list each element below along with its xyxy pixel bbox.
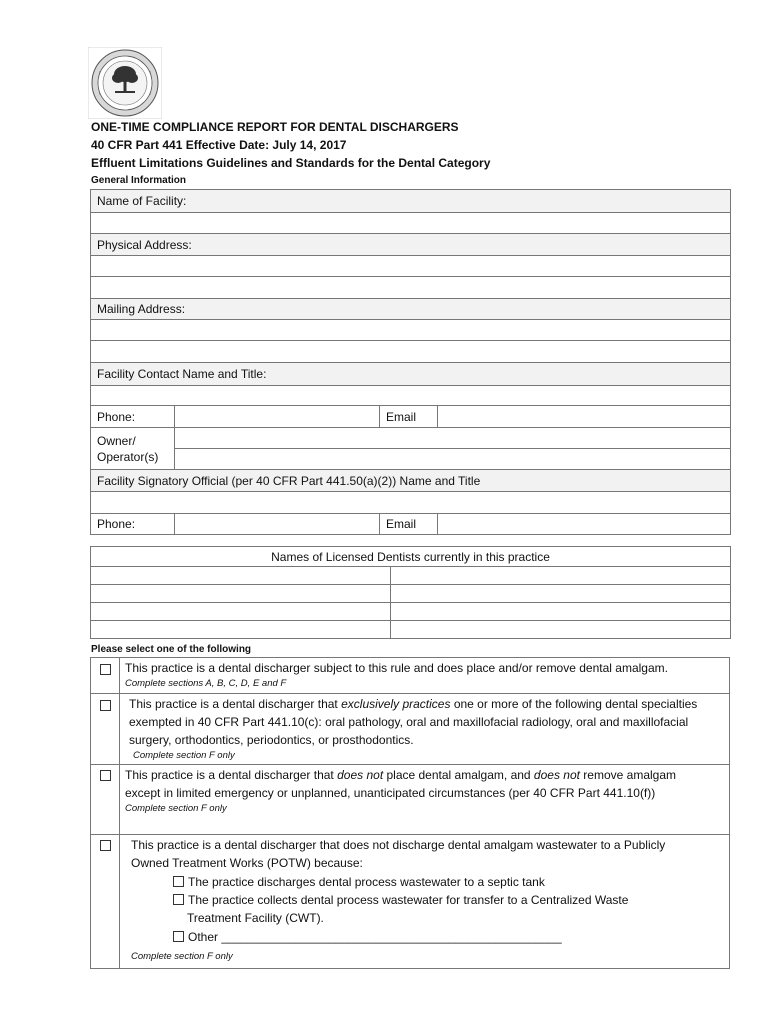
contact-label: Facility Contact Name and Title: bbox=[91, 363, 731, 386]
owner-operator-field-1[interactable] bbox=[175, 428, 731, 449]
physical-address-label: Physical Address: bbox=[91, 234, 731, 256]
phone-field[interactable] bbox=[175, 406, 380, 428]
sub2-text-line1: The practice collects dental process wastewater for transfer to a Centralized Waste bbox=[188, 893, 629, 907]
mailing-address-field-1[interactable] bbox=[91, 320, 731, 341]
dentists-header: Names of Licensed Dentists currently in this practice bbox=[91, 547, 731, 567]
option4-sub3[interactable] bbox=[173, 928, 562, 946]
owner-operator-field-2[interactable] bbox=[175, 449, 731, 470]
phone2-field[interactable] bbox=[175, 514, 380, 535]
dentist-name-field[interactable] bbox=[91, 603, 391, 621]
owner-operator-label bbox=[91, 428, 175, 470]
sub1-checkbox[interactable] bbox=[173, 876, 184, 887]
mailing-address-field-2[interactable] bbox=[91, 341, 731, 363]
physical-address-field-1[interactable] bbox=[91, 256, 731, 277]
option4-note: Complete section F only bbox=[131, 951, 233, 962]
option4-sub2[interactable] bbox=[173, 891, 628, 909]
dentists-table bbox=[90, 546, 731, 639]
option1-text: This practice is a dental discharger subject to this rule and does place and/or remove dental amalgam. bbox=[125, 661, 668, 675]
signatory-label: Facility Signatory Official (per 40 CFR Part 441.50(a)(2)) Name and Title bbox=[91, 470, 731, 492]
email-field[interactable] bbox=[438, 406, 731, 428]
phone-label: Phone: bbox=[91, 406, 175, 428]
general-information-table bbox=[90, 189, 731, 535]
option1-checkbox[interactable] bbox=[100, 664, 111, 675]
sub2-text-line2: Treatment Facility (CWT). bbox=[187, 911, 324, 925]
dentist-name-field[interactable] bbox=[391, 621, 731, 639]
option3-note: Complete section F only bbox=[125, 803, 227, 814]
email-label: Email bbox=[380, 406, 438, 428]
option4-text: This practice is a dental discharger that does not discharge dental amalgam wastewater to a Publicly Owned Treatment Works (POTW) because: bbox=[131, 838, 666, 870]
facility-name-field[interactable] bbox=[91, 213, 731, 234]
dentist-name-field[interactable] bbox=[391, 567, 731, 585]
owner-label-line1: Owner/ bbox=[97, 433, 136, 448]
form-title: ONE-TIME COMPLIANCE REPORT FOR DENTAL DISCHARGERS bbox=[91, 120, 459, 134]
option3 bbox=[125, 766, 705, 815]
facility-name-label: Name of Facility: bbox=[91, 190, 731, 213]
email2-field[interactable] bbox=[438, 514, 731, 535]
sub3-text: Other ___________________________________________________ bbox=[188, 930, 562, 944]
email2-label: Email bbox=[380, 514, 438, 535]
select-one-label: Please select one of the following bbox=[91, 644, 252, 655]
option1-note: Complete sections A, B, C, D, E and F bbox=[125, 678, 287, 689]
dentist-name-field[interactable] bbox=[91, 621, 391, 639]
practice-type-options bbox=[90, 657, 730, 969]
seal-logo bbox=[88, 47, 162, 119]
option2-note: Complete section F only bbox=[133, 750, 235, 761]
option2-checkbox[interactable] bbox=[100, 700, 111, 711]
option3-checkbox[interactable] bbox=[100, 770, 111, 781]
signatory-field[interactable] bbox=[91, 492, 731, 514]
sub2-checkbox[interactable] bbox=[173, 894, 184, 905]
dentist-name-field[interactable] bbox=[91, 585, 391, 603]
mailing-address-label: Mailing Address: bbox=[91, 299, 731, 320]
option4 bbox=[131, 836, 701, 872]
phone2-label: Phone: bbox=[91, 514, 175, 535]
option2-text: This practice is a dental discharger that exclusively practices one or more of the following dental specialties exempted in 40 CFR Part 441.10(c): oral pathology, oral and maxillofacial radiology, oral and maxillofacial surgery, orthodontics, periodontics, or prosthodontics. bbox=[129, 697, 698, 747]
option2 bbox=[129, 695, 709, 762]
dentist-name-field[interactable] bbox=[391, 603, 731, 621]
guidelines-subtitle: Effluent Limitations Guidelines and Standards for the Dental Category bbox=[91, 156, 491, 170]
physical-address-field-2[interactable] bbox=[91, 277, 731, 299]
sub3-checkbox[interactable] bbox=[173, 931, 184, 942]
option3-text: This practice is a dental discharger that does not place dental amalgam, and does not remove amalgam except in limited emergency or unplanned, unanticipated circumstances (per 40 CFR Part 441.10(f)) bbox=[125, 768, 677, 800]
option1 bbox=[125, 659, 705, 690]
regulation-subtitle: 40 CFR Part 441 Effective Date: July 14, 2017 bbox=[91, 138, 347, 152]
contact-field[interactable] bbox=[91, 386, 731, 406]
owner-label-line2: Operator(s) bbox=[97, 449, 159, 464]
general-information-label: General Information bbox=[91, 175, 187, 186]
sub1-text: The practice discharges dental process wastewater to a septic tank bbox=[188, 875, 545, 889]
option4-checkbox[interactable] bbox=[100, 840, 111, 851]
dentist-name-field[interactable] bbox=[391, 585, 731, 603]
dentist-name-field[interactable] bbox=[91, 567, 391, 585]
option4-sub1[interactable] bbox=[173, 873, 545, 891]
